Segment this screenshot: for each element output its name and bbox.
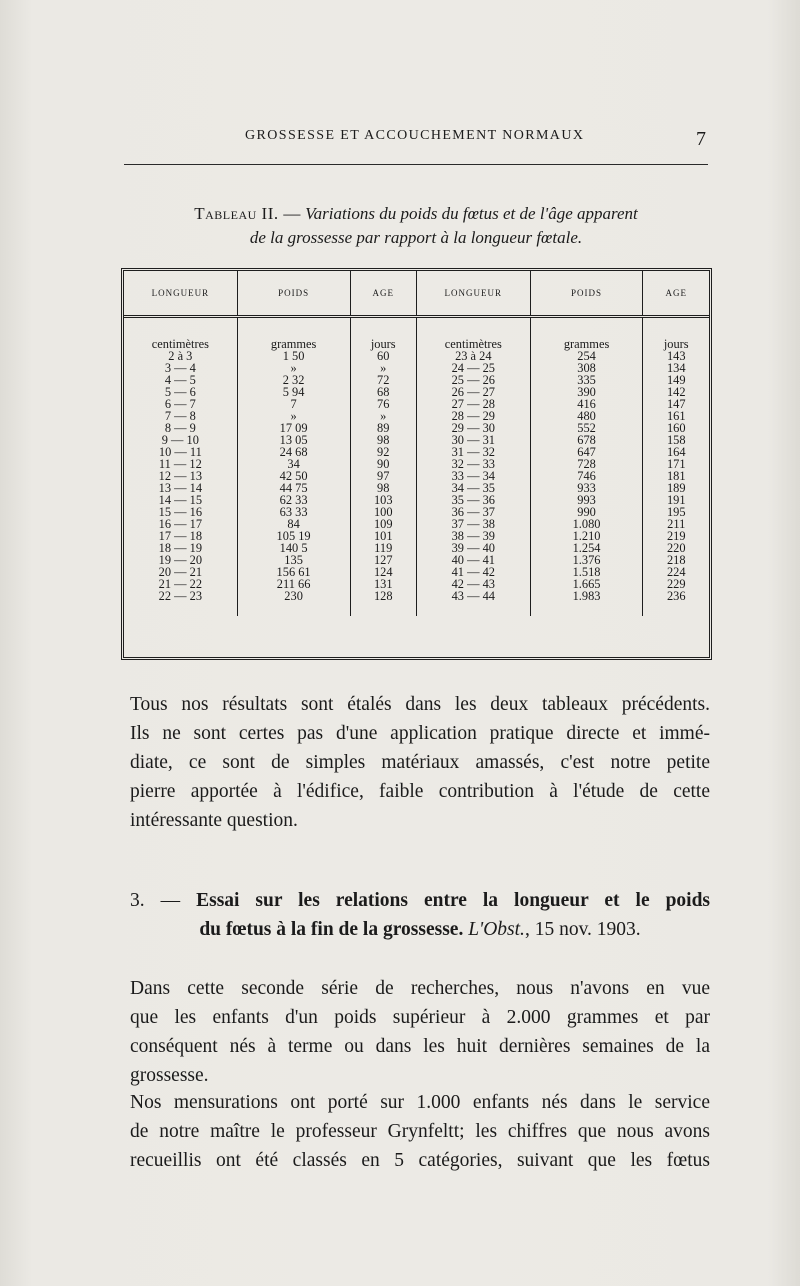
table-cell: 13 05 <box>237 434 350 446</box>
text-line: Tous nos résultats sont étalés dans les deux tableaux précédents. <box>130 694 710 715</box>
unit-cell: jours <box>350 317 416 351</box>
table-cell: 933 <box>530 482 643 494</box>
table-cell: » <box>237 362 350 374</box>
table-cell: 98 <box>350 482 416 494</box>
table-cell: 76 <box>350 398 416 410</box>
table-row <box>124 446 709 458</box>
table-cell: 37 — 38 <box>416 518 530 530</box>
table-cell: 3 — 4 <box>124 362 237 374</box>
table-cell: 4 — 5 <box>124 374 237 386</box>
text-line: recueillis ont été classés en 5 catégories, suivant que les fœtus <box>130 1150 710 1171</box>
table-cell: 89 <box>350 422 416 434</box>
table-cell: 98 <box>350 434 416 446</box>
col-header-age-2: AGE <box>643 271 709 317</box>
table-row <box>124 350 709 362</box>
table-cell: 25 — 26 <box>416 374 530 386</box>
table-cell: 17 — 18 <box>124 530 237 542</box>
table-cell: 161 <box>666 409 686 423</box>
col-header-longueur-2: LONGUEUR <box>416 271 530 317</box>
table-cell: 254 <box>530 350 643 362</box>
table-cell: 164 <box>666 445 686 459</box>
table-cell: 128 <box>350 590 416 616</box>
unit-cell: centimètres <box>416 317 530 351</box>
table-cell: 119 <box>350 542 416 554</box>
table-cell: 43 — 44 <box>416 590 530 616</box>
table-row <box>124 518 709 530</box>
unit-cell: grammes <box>237 317 350 351</box>
table-cell: 44 75 <box>237 482 350 494</box>
text-line: Nos mensurations ont porté sur 1.000 enfants nés dans le service <box>130 1092 710 1113</box>
table-cell: 24 — 25 <box>416 362 530 374</box>
table-caption <box>124 202 708 250</box>
table-cell: 230 <box>237 590 350 616</box>
table-cell: 84 <box>237 518 350 530</box>
unit-cell: grammes <box>530 317 643 351</box>
table-cell: 195 <box>666 505 686 519</box>
caption-text-2: de la grossesse par rapport à la longueur fœtale. <box>249 228 583 247</box>
table-row <box>124 458 709 470</box>
table-cell: 21 — 22 <box>124 578 237 590</box>
table-cell: 211 <box>667 517 686 531</box>
paragraph-results <box>130 690 710 835</box>
caption-text-1: Variations du poids du fœtus et de l'âge apparent <box>305 204 638 223</box>
table-cell: 15 — 16 <box>124 506 237 518</box>
col-header-poids: POIDS <box>237 271 350 317</box>
table-cell: 7 <box>237 398 350 410</box>
table-cell: 678 <box>530 434 643 446</box>
section-line-2 <box>130 915 710 944</box>
table-cell: 35 — 36 <box>416 494 530 506</box>
table-cell: 158 <box>666 433 686 447</box>
table-body <box>124 317 709 617</box>
text-line: diate, ce sont de simples matériaux amassés, c'est notre petite <box>130 752 710 773</box>
table-cell: 16 — 17 <box>124 518 237 530</box>
table-cell: 647 <box>530 446 643 458</box>
table-cell: 2 32 <box>237 374 350 386</box>
table-cell: 22 — 23 <box>124 590 237 616</box>
table-row <box>124 410 709 422</box>
table-cell: 5 94 <box>237 386 350 398</box>
table-cell: 1.254 <box>530 542 643 554</box>
table-cell: 171 <box>666 457 686 471</box>
table-cell: 229 <box>666 577 686 591</box>
section-number: 3. — <box>130 890 181 911</box>
table-cell: 60 <box>350 350 416 362</box>
table-cell: 191 <box>666 493 686 507</box>
table-cell: 36 — 37 <box>416 506 530 518</box>
table-row <box>124 578 709 590</box>
table-cell: 218 <box>666 553 686 567</box>
header-rule <box>124 164 708 165</box>
table-cell: 32 — 33 <box>416 458 530 470</box>
table-header-row <box>124 271 709 317</box>
table-cell: 17 09 <box>237 422 350 434</box>
units-row <box>124 317 709 351</box>
table-row <box>124 434 709 446</box>
table-cell: 27 — 28 <box>416 398 530 410</box>
table-cell: 993 <box>530 494 643 506</box>
section-title-1: Essai sur les relations entre la longueur et le poids <box>196 890 711 911</box>
table-cell: 1.376 <box>530 554 643 566</box>
table-cell: 728 <box>530 458 643 470</box>
table-cell: 335 <box>530 374 643 386</box>
table-cell: 10 — 11 <box>124 446 237 458</box>
table-cell: 1.080 <box>530 518 643 530</box>
table-row <box>124 470 709 482</box>
text-line: que les enfants d'un poids supérieur à 2.000 grammes et par <box>130 1007 710 1028</box>
table-cell: 12 — 13 <box>124 470 237 482</box>
paragraph-series <box>130 974 710 1090</box>
table-cell: 24 68 <box>237 446 350 458</box>
table-cell: 100 <box>350 506 416 518</box>
table-cell: 19 — 20 <box>124 554 237 566</box>
table-cell: 189 <box>666 481 686 495</box>
text-line: grossesse. <box>130 1065 209 1086</box>
table-cell: 160 <box>666 421 686 435</box>
table-cell: 40 — 41 <box>416 554 530 566</box>
table-cell: 124 <box>350 566 416 578</box>
table-cell: 134 <box>666 361 686 375</box>
unit-cell: centimètres <box>124 317 237 351</box>
page-number: 7 <box>696 128 706 150</box>
table-cell: 33 — 34 <box>416 470 530 482</box>
table-cell: 63 33 <box>237 506 350 518</box>
table-row <box>124 422 709 434</box>
table-frame <box>121 268 712 660</box>
table-cell: 23 à 24 <box>416 350 530 362</box>
table-cell: 72 <box>350 374 416 386</box>
table-row <box>124 494 709 506</box>
table-cell: 181 <box>666 469 686 483</box>
table-cell: 156 61 <box>237 566 350 578</box>
table-cell: 20 — 21 <box>124 566 237 578</box>
table-cell: 990 <box>530 506 643 518</box>
table-cell: 219 <box>666 529 686 543</box>
section-title-2: du fœtus à la fin de la grossesse. <box>199 919 464 940</box>
table-cell: 38 — 39 <box>416 530 530 542</box>
table-row <box>124 554 709 566</box>
table-cell: 1 50 <box>237 350 350 362</box>
paragraph-measurements <box>130 1088 710 1175</box>
table-cell: 140 5 <box>237 542 350 554</box>
table-cell: 135 <box>237 554 350 566</box>
table-cell: 39 — 40 <box>416 542 530 554</box>
table-cell: » <box>237 410 350 422</box>
table-cell: 236 <box>666 589 686 603</box>
table-cell: 480 <box>530 410 643 422</box>
text-line: conséquent nés à terme ou dans les huit dernières semaines de la <box>130 1036 710 1057</box>
table-row <box>124 566 709 578</box>
table-cell: 149 <box>666 373 686 387</box>
table-cell: 390 <box>530 386 643 398</box>
table-cell: 224 <box>666 565 686 579</box>
table-cell: 308 <box>530 362 643 374</box>
text-line: intéressante question. <box>130 810 298 831</box>
table-row <box>124 482 709 494</box>
table-cell: 131 <box>350 578 416 590</box>
table-row <box>124 590 709 616</box>
table-row <box>124 374 709 386</box>
table-row <box>124 398 709 410</box>
table-cell: 30 — 31 <box>416 434 530 446</box>
table-cell: 416 <box>530 398 643 410</box>
caption-lead: Tableau II. — <box>194 204 301 223</box>
table-cell: 127 <box>350 554 416 566</box>
table-cell: 220 <box>666 541 686 555</box>
col-header-poids-2: POIDS <box>530 271 643 317</box>
table-cell: 42 — 43 <box>416 578 530 590</box>
table-cell: 29 — 30 <box>416 422 530 434</box>
table-cell: 90 <box>350 458 416 470</box>
table-cell: » <box>350 362 416 374</box>
table-cell: 142 <box>666 385 686 399</box>
table-cell: 9 — 10 <box>124 434 237 446</box>
table-cell: 68 <box>350 386 416 398</box>
table-cell: 147 <box>666 397 686 411</box>
table-cell: 92 <box>350 446 416 458</box>
table-cell: 1.210 <box>530 530 643 542</box>
table-cell: » <box>350 410 416 422</box>
running-title: GROSSESSE ET ACCOUCHEMENT NORMAUX <box>245 128 585 143</box>
table-row <box>124 542 709 554</box>
table-cell: 7 — 8 <box>124 410 237 422</box>
text-line: pierre apportée à l'édifice, faible contribution à l'étude de cette <box>130 781 710 802</box>
section-date: , 15 nov. 1903. <box>524 919 641 940</box>
table-row <box>124 362 709 374</box>
table-cell: 105 19 <box>237 530 350 542</box>
data-table <box>124 271 709 616</box>
col-header-longueur: LONGUEUR <box>124 271 237 317</box>
col-header-age: AGE <box>350 271 416 317</box>
table-cell: 1.665 <box>530 578 643 590</box>
table-cell: 34 <box>237 458 350 470</box>
table-cell: 97 <box>350 470 416 482</box>
table-cell: 13 — 14 <box>124 482 237 494</box>
table-cell: 28 — 29 <box>416 410 530 422</box>
table-cell: 1.518 <box>530 566 643 578</box>
table-cell: 211 66 <box>237 578 350 590</box>
text-line: de notre maître le professeur Grynfeltt; les chiffres que nous avons <box>130 1121 710 1142</box>
table-cell: 31 — 32 <box>416 446 530 458</box>
table-cell: 103 <box>350 494 416 506</box>
table-cell: 26 — 27 <box>416 386 530 398</box>
section-source: L'Obst. <box>468 919 525 940</box>
table-cell: 6 — 7 <box>124 398 237 410</box>
text-line: Ils ne sont certes pas d'une application pratique directe et immé- <box>130 723 710 744</box>
table-cell: 2 à 3 <box>124 350 237 362</box>
table-cell: 552 <box>530 422 643 434</box>
table-cell: 34 — 35 <box>416 482 530 494</box>
table-row <box>124 386 709 398</box>
table-cell: 8 — 9 <box>124 422 237 434</box>
table-cell: 11 — 12 <box>124 458 237 470</box>
section-heading <box>130 886 710 944</box>
table-cell: 62 33 <box>237 494 350 506</box>
table-cell: 1.983 <box>530 590 643 616</box>
table-cell: 746 <box>530 470 643 482</box>
text-line: Dans cette seconde série de recherches, nous n'avons en vue <box>130 978 710 999</box>
section-line-1 <box>130 886 710 915</box>
unit-cell: jours <box>663 337 689 351</box>
table-cell: 14 — 15 <box>124 494 237 506</box>
table-cell: 18 — 19 <box>124 542 237 554</box>
table-cell: 109 <box>350 518 416 530</box>
table-cell: 41 — 42 <box>416 566 530 578</box>
table-cell: 143 <box>666 349 686 363</box>
table-cell: 5 — 6 <box>124 386 237 398</box>
table-cell: 42 50 <box>237 470 350 482</box>
table-row <box>124 506 709 518</box>
table-cell: 101 <box>350 530 416 542</box>
table-row <box>124 530 709 542</box>
